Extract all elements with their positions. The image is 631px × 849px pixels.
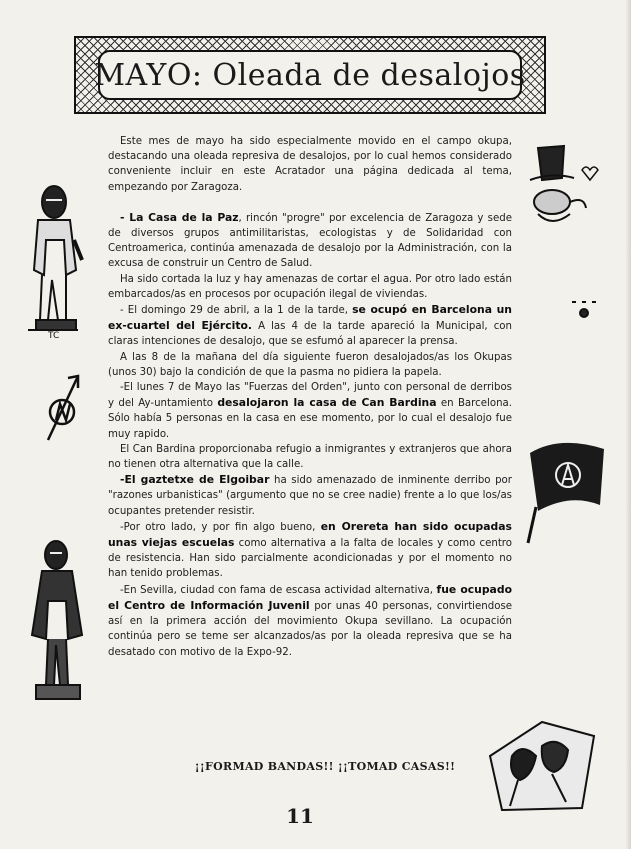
paragraph-elgoibar	[108, 472, 512, 519]
text-orereta-rest: como alternativa a la falta de locales y como centro de resistencia. Han sido parcialmente acondicionadas y por el momento no han tenido problemas.	[108, 538, 513, 580]
highlight-casa-de-la-paz: - La Casa de la Paz	[120, 210, 239, 224]
highlight-ex-cuartel: se ocupó en Barcelona un ex-cuartel del Ejército.	[108, 303, 512, 333]
article-body	[108, 134, 512, 660]
paragraph-luz-agua: Ha sido cortada la luz y hay amenazas de cortar el agua. Por otro lado están embarcados/as en procesos por ocupación ilegal de viviendas.	[108, 273, 512, 300]
highlight-elgoibar: -El gaztetxe de Elgoibar	[120, 473, 270, 487]
text-can-bardina-start: -El lunes 7 de Mayo las "Fuerzas del Orden", junto con personal de derribos y del Ay-untamiento	[108, 382, 512, 410]
text-casa-de-la-paz: , rincón "progre" por excelencia de Zaragoza y sede de diversos grupos antimilitaristas, ecologistas y de Solidaridad con Centroamerica, continúa amenazada de desalojo por la Administración, con la excusa de construir un Centro de Salud.	[108, 212, 512, 270]
anarchy-arrow-symbol	[38, 370, 88, 448]
page-title: MAYO: Oleada de desalojos	[94, 57, 526, 93]
text-ex-cuartel-rest: A las 4 de la tarde apareció la Municipal, con claras intenciones de desalojo, que se esfumó al aparecer la prensa.	[108, 321, 512, 348]
paragraph-casa-de-la-paz	[108, 210, 512, 272]
title-banner	[74, 36, 546, 114]
face-doodle	[570, 298, 600, 320]
hooded-figure-illustration	[22, 535, 92, 705]
intro-paragraph: Este mes de mayo ha sido especialmente movido en el campo okupa, destacando una oleada represiva de desalojos, por lo cual hemos considerado conveniente incluir en este Acratador una página dedicada al tema, empezando por Zaragoza.	[108, 136, 512, 193]
title-frame	[94, 50, 526, 100]
text-sevilla-rest: por unas 40 personas, convirtiendose así en la primera acción del movimiento Okupa sevillano. La ocupación continúa pero se teme ser alcanzados/as por la oleada represiva que se ha desatado con motivo de la Expo-92.	[108, 600, 513, 658]
text-can-bardina-rest: en Barcelona. Sólo había 5 personas en la casa en ese momento, por lo cual el desalojo fue muy rapido.	[108, 398, 513, 440]
paragraph-can-bardina	[108, 380, 512, 442]
page-number: 11	[286, 804, 314, 828]
page-edge-shadow	[625, 0, 631, 849]
anarchist-flag-illustration	[520, 435, 610, 545]
svg-text:TC: TC	[48, 331, 60, 340]
paragraph-refugio: El Can Bardina proporcionaba refugio a inmigrantes y extranjeros que ahora no tienen otra alternativa que la calle.	[108, 443, 512, 471]
paragraph-ex-cuartel	[108, 302, 512, 350]
top-hat-cartoon	[520, 140, 600, 232]
text-orereta-start: -Por otro lado, y por fin algo bueno,	[120, 521, 316, 533]
text-sevilla-start: -En Sevilla, ciudad con fama de escasa actividad alternativa,	[120, 584, 433, 596]
paragraph-sevilla	[108, 582, 512, 660]
paragraph-orereta	[108, 519, 512, 582]
highlight-can-bardina: desalojaron la casa de Can Bardina	[217, 396, 437, 410]
highlight-sevilla: fue ocupado el Centro de Información Juvenil	[108, 582, 512, 612]
paragraph-desalojo-okupas: A las 8 de la mañana del día siguiente fueron desalojados/as los Okupas (unos 30) bajo la condición de que la pasma no pidiera la papela.	[108, 351, 512, 378]
crowd-cartoon-illustration	[482, 716, 600, 814]
masked-figure-illustration	[18, 180, 92, 340]
highlight-orereta: en Orereta han sido ocupadas unas viejas escuelas	[108, 519, 512, 550]
slogan: ¡¡FORMAD BANDAS!! ¡¡TOMAD CASAS!!	[194, 760, 456, 773]
text-ex-cuartel-start: - El domingo 29 de abril, a la 1 de la tarde,	[120, 305, 348, 317]
text-elgoibar: ha sido amenazado de inminente derribo por "razones urbanisticas" (argumento que no se cree nadie) frente a lo que los/as ocupantes pretender resistir.	[108, 475, 512, 517]
